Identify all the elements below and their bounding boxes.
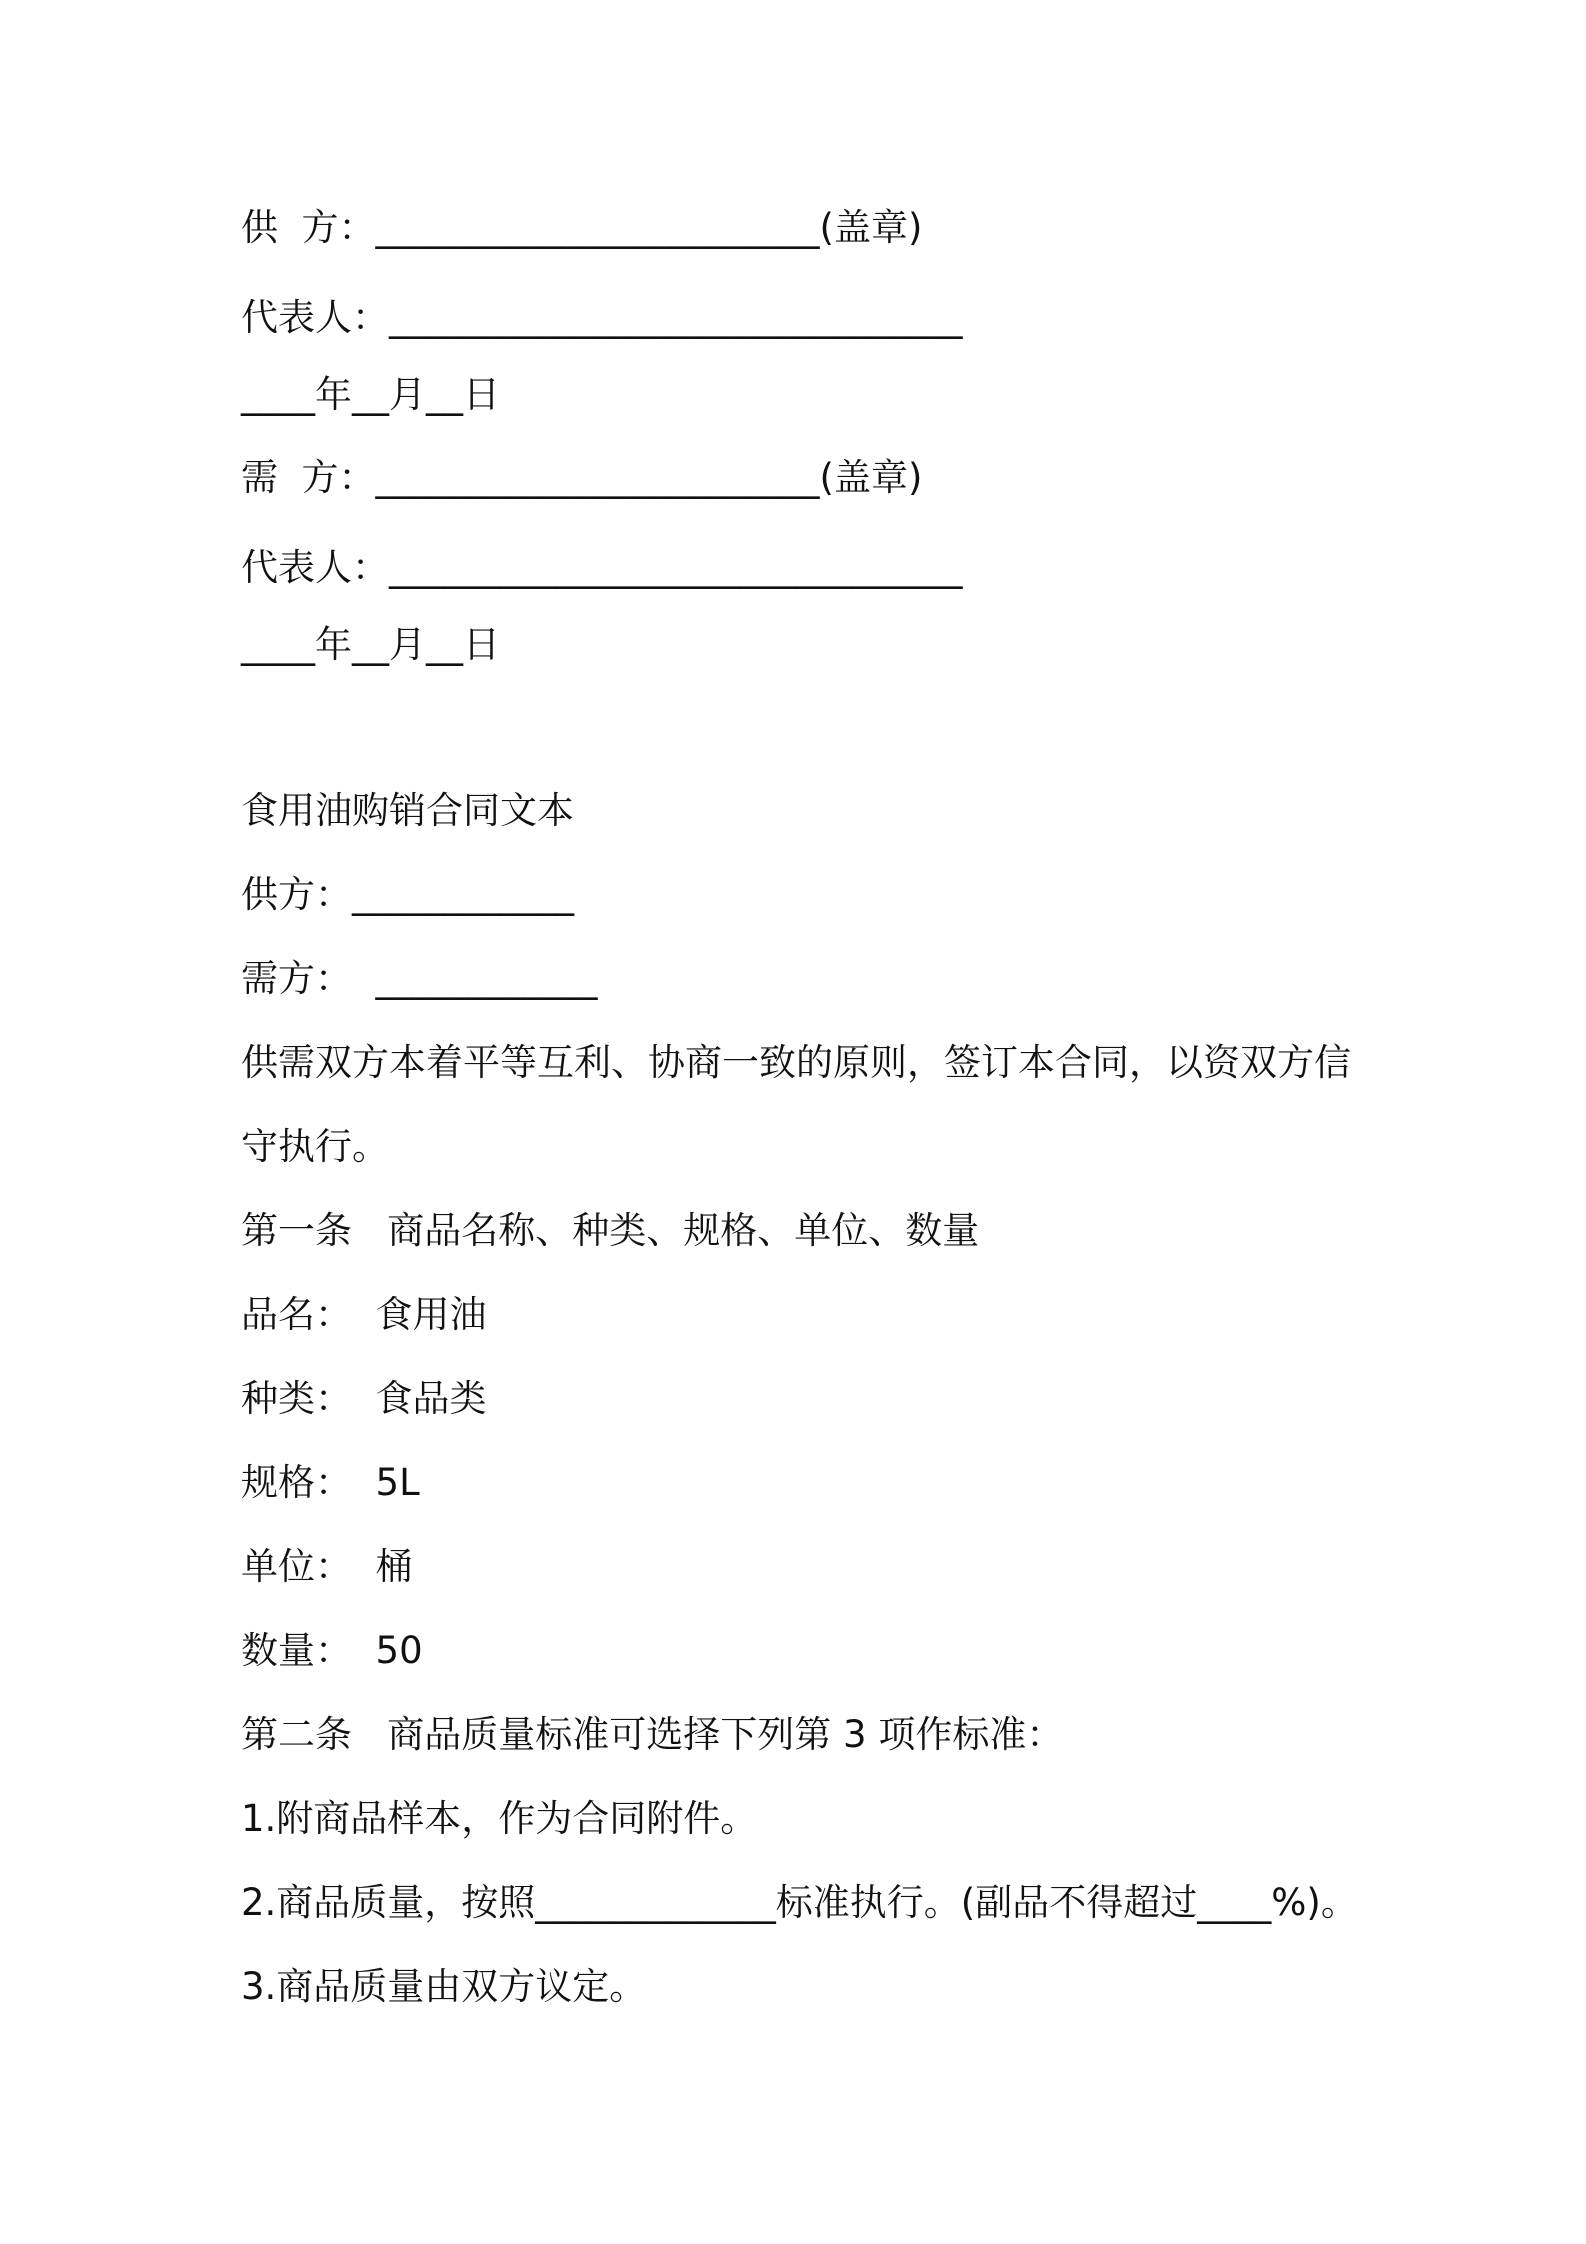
buyer-signature-line: 需 方：________________________(盖章) [241, 456, 923, 499]
article-1-heading: 第一条 商品名称、种类、规格、单位、数量 [241, 1209, 980, 1252]
buyer-date-line: ____年__月__日 [241, 623, 500, 666]
supplier-date-line: ____年__月__日 [241, 373, 500, 416]
product-category-line: 种类： 食品类 [241, 1377, 487, 1420]
quality-option-3: 3.商品质量由双方议定。 [241, 1965, 647, 2008]
article-2-heading: 第二条 商品质量标准可选择下列第 3 项作标准： [241, 1713, 1064, 1756]
supplier-representative-line: 代表人：_______________________________ [241, 296, 963, 339]
contract-supplier-line: 供方：____________ [241, 873, 574, 916]
contract-buyer-line: 需方： ____________ [241, 957, 598, 1000]
product-quantity-line: 数量： 50 [241, 1629, 423, 1672]
preamble-line-1: 供需双方本着平等互利、协商一致的原则，签订本合同，以资双方信 [241, 1041, 1351, 1084]
quality-option-2: 2.商品质量，按照_____________标准执行。(副品不得超过____%)。 [241, 1881, 1358, 1924]
buyer-representative-line: 代表人：_______________________________ [241, 546, 963, 589]
product-unit-line: 单位： 桶 [241, 1545, 413, 1588]
preamble-line-2: 守执行。 [241, 1125, 389, 1168]
product-spec-line: 规格： 5L [241, 1461, 420, 1504]
contract-title: 食用油购销合同文本 [241, 789, 574, 832]
product-name-line: 品名： 食用油 [241, 1293, 487, 1336]
quality-option-1: 1.附商品样本，作为合同附件。 [241, 1797, 758, 1840]
supplier-signature-line: 供 方：________________________(盖章) [241, 206, 923, 249]
